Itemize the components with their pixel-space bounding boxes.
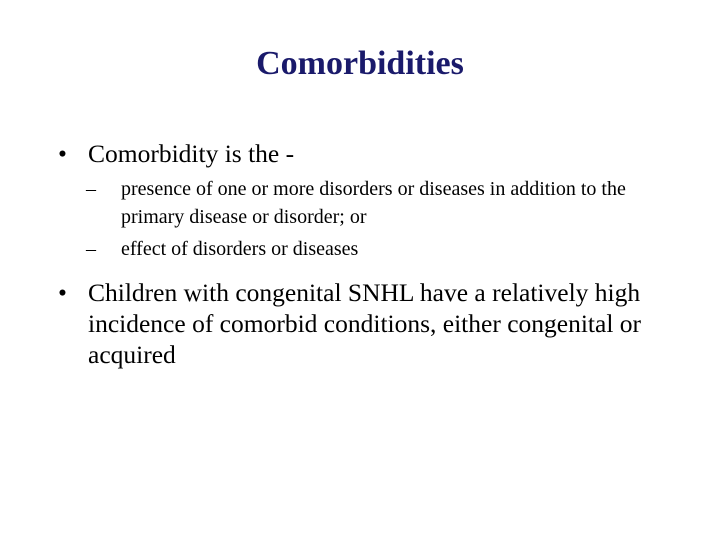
slide-title: Comorbidities	[256, 45, 464, 82]
dash-marker: –	[86, 178, 96, 200]
sub-item-text: presence of one or more disorders or diseases in addition to the primary disease or disorder; or	[121, 178, 626, 228]
slide-body	[58, 138, 678, 370]
sub-list	[58, 175, 678, 263]
bullet-item-1	[58, 138, 678, 169]
bullet-item-2	[58, 277, 678, 370]
sub-item-text: effect of disorders or diseases	[121, 238, 359, 260]
dash-marker: –	[86, 238, 96, 260]
sub-item-2	[58, 235, 678, 263]
bullet-text: Children with congenital SNHL have a relatively high incidence of comorbid conditions, either congenital or acquired	[88, 278, 642, 369]
sub-item-1	[58, 175, 678, 231]
bullet-text: Comorbidity is the -	[88, 139, 295, 168]
bullet-marker: •	[58, 278, 67, 307]
bullet-marker: •	[58, 139, 67, 168]
